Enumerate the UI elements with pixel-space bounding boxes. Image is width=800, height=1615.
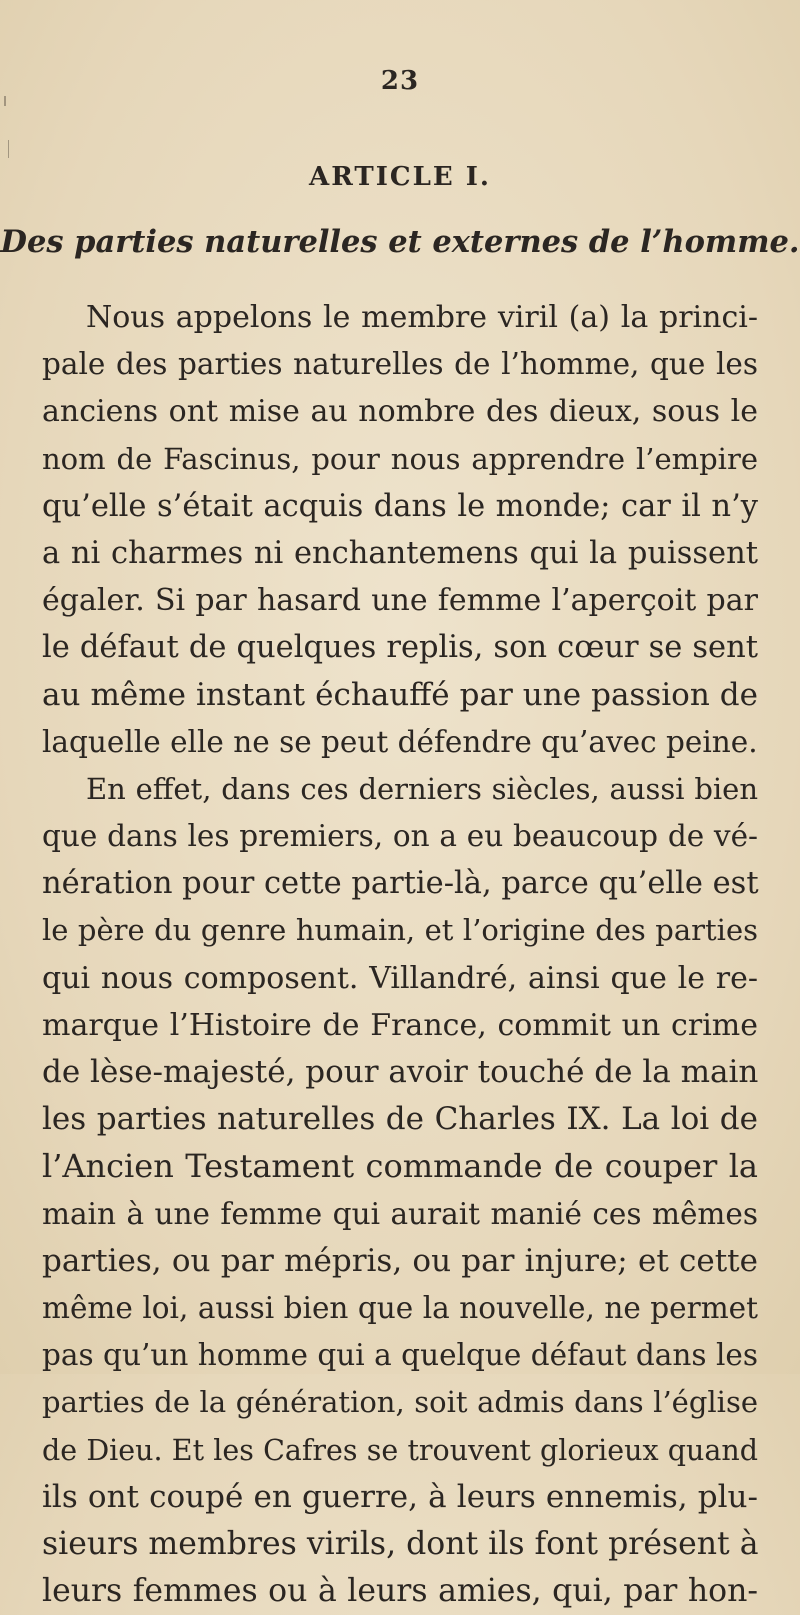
text-line: leurs femmes ou à leurs amies, qui, par hon- (42, 1573, 758, 1610)
text-line: pas qu’un homme qui a quelque défaut dans les (42, 1338, 758, 1373)
text-line: marque l’Histoire de France, commit un crime (42, 1007, 758, 1043)
text-line: le père du genre humain, et l’origine des parties (42, 913, 758, 948)
body-text (42, 294, 758, 1615)
text-line: En effet, dans ces derniers siècles, aussi bien (86, 771, 758, 806)
text-line: égaler. Si par hasard une femme l’aperçoit par (42, 583, 758, 619)
text-line: nom de Fascinus, pour nous apprendre l’empire (42, 441, 758, 476)
page-number: 23 (380, 66, 420, 96)
text-line: parties, ou par mépris, ou par injure; et cette (42, 1242, 758, 1279)
text-line: de lèse-majesté, pour avoir touché de la main (42, 1054, 759, 1090)
text-line: qu’elle s’était acquis dans le monde; car il n’y (42, 488, 758, 524)
text-line: nération pour cette partie-là, parce qu’elle est (42, 866, 759, 902)
text-line: que dans les premiers, on a eu beaucoup de vé- (42, 819, 758, 854)
text-line: main à une femme qui aurait manié ces mêmes (42, 1196, 758, 1231)
text-line: a ni charmes ni enchantemens qui la puissent (42, 535, 758, 571)
text-line: même loi, aussi bien que la nouvelle, ne permet (42, 1290, 758, 1325)
text-line: Nous appelons le membre viril (a) la princi- (86, 300, 758, 335)
text-line: au même instant échauffé par une passion de (42, 676, 758, 713)
text-line: l’Ancien Testament commande de couper la (42, 1147, 758, 1186)
text-line: qui nous composent. Villandré, ainsi que le re- (42, 960, 758, 996)
text-line: parties de la génération, soit admis dans l’église (42, 1385, 758, 1420)
text-line: anciens ont mise au nombre des dieux, sous le (42, 394, 758, 430)
text-line: le défaut de quelques replis, son cœur se sent (42, 630, 758, 666)
text-line: laquelle elle ne se peut défendre qu’avec peine. (42, 724, 758, 759)
text-line: pale des parties naturelles de l’homme, que les (42, 347, 758, 382)
section-title: Des parties naturelles et externes de l’homme. (0, 224, 800, 260)
margin-mark (8, 140, 9, 158)
margin-mark (4, 96, 6, 106)
text-line: ils ont coupé en guerre, à leurs ennemis, plu- (42, 1478, 758, 1515)
text-line: sieurs membres virils, dont ils font présent à (42, 1525, 759, 1562)
text-line: de Dieu. Et les Cafres se trouvent glorieux quand (42, 1433, 758, 1467)
article-heading: ARTICLE I. (309, 162, 491, 192)
text-line: les parties naturelles de Charles IX. La loi de (42, 1101, 758, 1138)
